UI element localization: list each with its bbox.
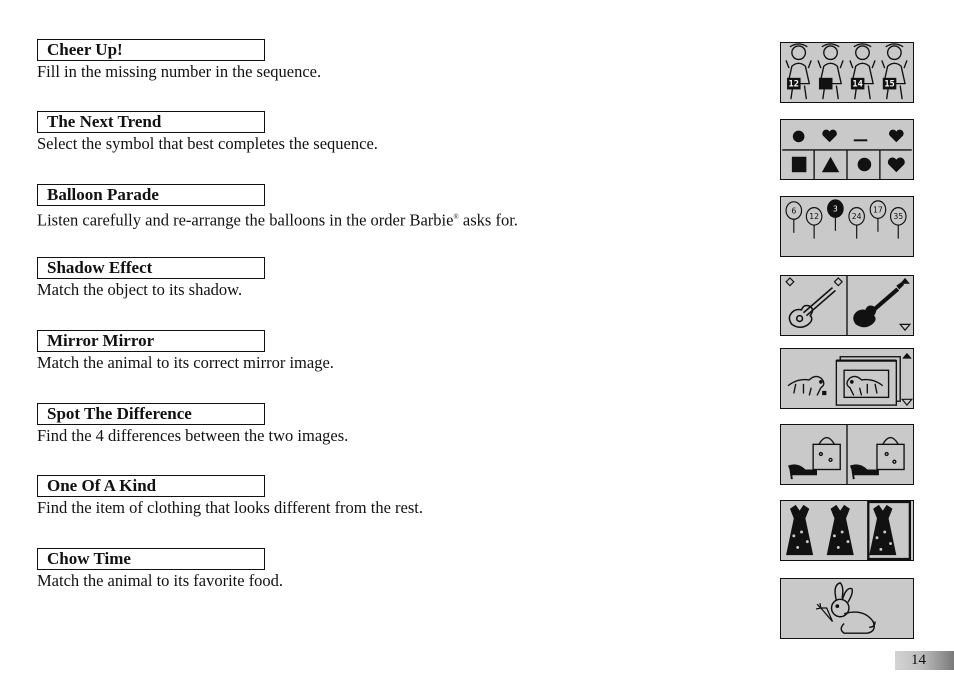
circle-icon: [858, 158, 872, 172]
game-entry-next-trend: [37, 111, 378, 154]
dog-icon: [788, 376, 826, 395]
number-label: 24: [851, 212, 862, 222]
game-title: Cheer Up!: [37, 39, 265, 61]
cheerleader-icon: [781, 43, 913, 102]
heart-icon: [822, 130, 837, 143]
number-label: 14: [852, 79, 863, 90]
number-label: 15: [884, 79, 895, 90]
game-title: Shadow Effect: [37, 257, 265, 279]
carrot-icon: [816, 603, 832, 621]
rabbit-icon: [832, 583, 876, 633]
balloon-icon: [781, 197, 913, 256]
arrow-up-icon: [900, 278, 910, 284]
handbag-icon: [877, 438, 904, 470]
number-label: 3: [832, 204, 838, 214]
game-description: Match the object to its shadow.: [37, 280, 243, 299]
game-description: Listen carefully and re-arrange the balloons in the order Barbie® asks for.: [37, 210, 518, 230]
number-label: 12: [809, 212, 820, 222]
screenshot-shadow-effect: [780, 275, 914, 336]
dress-icon: [786, 505, 813, 555]
screenshot-spot-the-difference: [780, 424, 914, 485]
heart-icon: [888, 158, 905, 173]
handbag-icon: [813, 438, 840, 470]
shoe-icon: [850, 464, 879, 479]
page-number: [895, 651, 954, 670]
circle-icon: [793, 131, 805, 143]
arrow-down-icon: [902, 399, 912, 405]
game-title: The Next Trend: [37, 111, 265, 133]
game-title: Spot The Difference: [37, 403, 265, 425]
game-description: Select the symbol that best completes the sequence.: [37, 134, 378, 153]
game-entry-shadow-effect: [37, 257, 265, 300]
number-label: 35: [893, 212, 904, 222]
game-entry-spot-the-difference: [37, 403, 348, 446]
dress-icon: [827, 505, 854, 555]
arrow-up-icon: [902, 353, 912, 359]
game-entry-cheer-up: [37, 39, 321, 82]
guitar-icon: [789, 288, 835, 328]
square-icon: [792, 157, 807, 172]
heart-icon: [889, 130, 904, 143]
diamond-marker-icon: [834, 278, 842, 286]
registered-mark: ®: [453, 213, 459, 221]
game-title: Mirror Mirror: [37, 330, 265, 352]
page-number-label: 14: [911, 652, 926, 668]
dress-icon: [869, 505, 896, 555]
game-description: Find the item of clothing that looks different from the rest.: [37, 498, 423, 517]
triangle-icon: [822, 157, 839, 172]
game-title: Balloon Parade: [37, 184, 265, 206]
game-entry-mirror-mirror: [37, 330, 334, 373]
screenshot-mirror-mirror: [780, 348, 914, 409]
number-label: 12: [788, 79, 800, 90]
screenshot-one-of-a-kind: [780, 500, 914, 561]
screenshot-next-trend: [780, 119, 914, 180]
game-description: Fill in the missing number in the sequence.: [37, 62, 322, 81]
diamond-marker-icon: [786, 278, 794, 286]
screenshot-cheer-up: [780, 42, 914, 103]
game-entry-one-of-a-kind: [37, 475, 423, 518]
blank-dash-icon: [854, 139, 868, 141]
game-title: Chow Time: [37, 548, 265, 570]
screenshot-balloon-parade: [780, 196, 914, 257]
game-description: Find the 4 differences between the two images.: [37, 426, 349, 445]
number-label: 6: [791, 206, 797, 216]
guitar-shadow-icon: [853, 282, 904, 327]
screenshot-chow-time: [780, 578, 914, 639]
arrow-down-icon: [900, 324, 910, 330]
game-entry-balloon-parade: [37, 184, 518, 231]
game-description: Match the animal to its favorite food.: [37, 571, 284, 590]
game-description: Match the animal to its correct mirror image.: [37, 353, 334, 372]
number-label: 17: [873, 205, 883, 215]
game-title: One Of A Kind: [37, 475, 265, 497]
game-entry-chow-time: [37, 548, 283, 591]
